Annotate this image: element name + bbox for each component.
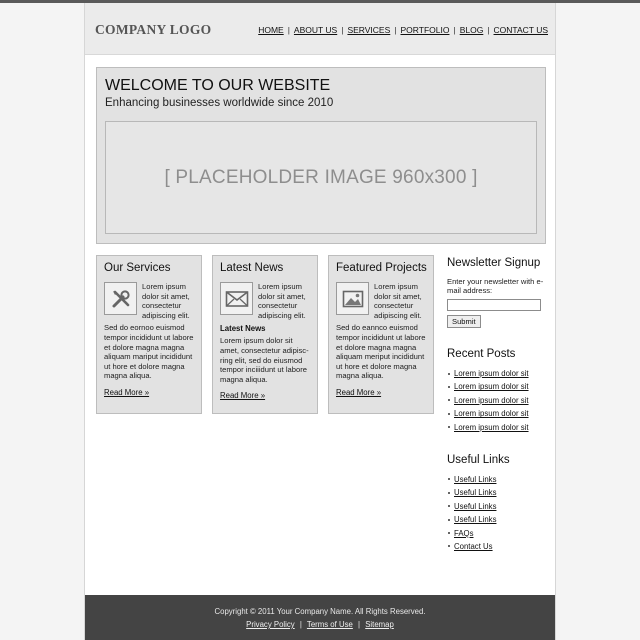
footer-separator: | [358, 620, 361, 629]
useful-link[interactable]: Useful Links [454, 515, 497, 525]
site-header [85, 3, 555, 55]
box-body-text: Sed do eannco euismod tempor incididunt ut labore et dolore magna magna aliquam meriput incididunt ut hore et dolore magna magna aliqua. [336, 323, 426, 381]
privacy-policy-link[interactable]: Privacy Policy [246, 620, 295, 629]
sitemap-link[interactable]: Sitemap [365, 620, 394, 629]
nav-portfolio[interactable]: PORTFOLIO [400, 25, 450, 35]
nav-about-us[interactable]: ABOUT US [293, 25, 338, 35]
box-body-text: Sed do eornoo euismod tempor incididunt ut labore et dolore magna magna aliquam mariput incididunt ut hore et dolore magna magna aliqua. [104, 323, 194, 381]
bullet-icon [448, 386, 450, 388]
email-field[interactable] [447, 299, 541, 311]
latest-news-box [212, 255, 318, 414]
box-lead-text: Lorem ipsum dolor sit amet, consectetur adipiscing elit. [142, 282, 190, 320]
bullet-icon [448, 478, 450, 480]
box-title: Featured Projects [336, 262, 427, 274]
box-lead-text: Lorem ipsum dolor sit amet, consectetur adipiscing elit. [374, 282, 422, 320]
nav-services[interactable]: SERVICES [347, 25, 391, 35]
list-item [447, 420, 547, 433]
recent-posts-title: Recent Posts [447, 347, 516, 360]
nav-separator: | [453, 25, 456, 35]
useful-links-list [447, 473, 547, 553]
box-lead-text: Lorem ipsum dolor sit amet, consectetur adipiscing elit. [258, 282, 306, 320]
faqs-link[interactable]: FAQs [454, 528, 474, 538]
bullet-icon [448, 519, 450, 521]
bullet-icon [448, 545, 450, 547]
list-item [447, 500, 547, 513]
list-item [447, 380, 547, 393]
nav-separator: | [487, 25, 490, 35]
list-item [447, 407, 547, 420]
box-title: Our Services [104, 262, 171, 274]
nav-separator: | [287, 25, 290, 35]
nav-separator: | [341, 25, 344, 35]
list-item [447, 486, 547, 499]
contact-us-link[interactable]: Contact Us [454, 541, 493, 551]
read-more-link[interactable]: Read More » [336, 387, 382, 397]
hero-subtitle: Enhancing businesses worldwide since 2010 [105, 97, 334, 109]
useful-links-title: Useful Links [447, 453, 510, 466]
image-icon [336, 282, 369, 315]
footer-separator: | [299, 620, 302, 629]
hero-banner [96, 67, 546, 244]
bullet-icon [448, 399, 450, 401]
copyright-text: Copyright © 2011 Your Company Name. All Rights Reserved. [214, 607, 426, 616]
list-item [447, 367, 547, 380]
featured-projects-box [328, 255, 434, 414]
list-item [447, 513, 547, 526]
read-more-link[interactable]: Read More » [104, 387, 150, 397]
list-item [447, 540, 547, 553]
useful-link[interactable]: Useful Links [454, 501, 497, 511]
newsletter-title: Newsletter Signup [447, 257, 541, 269]
list-item [447, 473, 547, 486]
useful-link[interactable]: Useful Links [454, 474, 497, 484]
nav-contact-us[interactable]: CONTACT US [493, 25, 548, 35]
page-container [84, 3, 556, 640]
services-box [96, 255, 202, 414]
box-title: Latest News [220, 262, 284, 274]
tools-icon [104, 282, 137, 315]
recent-posts-list [447, 367, 547, 434]
sidebar [447, 257, 547, 553]
terms-of-use-link[interactable]: Terms of Use [306, 620, 353, 629]
recent-post-link[interactable]: Lorem ipsum dolor sit [454, 422, 529, 432]
bullet-icon [448, 492, 450, 494]
recent-post-link[interactable]: Lorem ipsum dolor sit [454, 382, 529, 392]
useful-link[interactable]: Useful Links [454, 488, 497, 498]
submit-button[interactable]: Submit [447, 315, 481, 328]
box-subheading: Latest News [220, 324, 266, 334]
read-more-link[interactable]: Read More » [220, 391, 266, 401]
recent-post-link[interactable]: Lorem ipsum dolor sit [454, 369, 529, 378]
recent-post-link[interactable]: Lorem ipsum dolor sit [454, 409, 529, 419]
bullet-icon [448, 373, 450, 375]
site-footer [85, 595, 555, 640]
list-item [447, 394, 547, 407]
newsletter-label: Enter your newsletter with e-mail address: [447, 277, 544, 296]
envelope-icon [220, 282, 253, 315]
box-body-text: Lorem ipsum dolor sit amet, consectetur adipisc-ring elit, sed do eiusmod tempor inciiidunt ut labore magna aliqua. [220, 336, 309, 384]
nav-separator: | [394, 25, 397, 35]
bullet-icon [448, 426, 450, 428]
nav-blog[interactable]: BLOG [459, 25, 484, 35]
hero-title: WELCOME TO OUR WEBSITE [105, 77, 331, 94]
bullet-icon [448, 413, 450, 415]
list-item [447, 526, 547, 539]
footer-links [85, 620, 555, 629]
bullet-icon [448, 505, 450, 507]
recent-post-link[interactable]: Lorem ipsum dolor sit [454, 395, 529, 405]
company-logo[interactable]: COMPANY LOGO [95, 22, 212, 37]
main-nav [258, 25, 548, 35]
placeholder-image: [ PLACEHOLDER IMAGE 960x300 ] [105, 121, 537, 234]
nav-home[interactable]: HOME [258, 25, 284, 35]
bullet-icon [448, 532, 450, 534]
